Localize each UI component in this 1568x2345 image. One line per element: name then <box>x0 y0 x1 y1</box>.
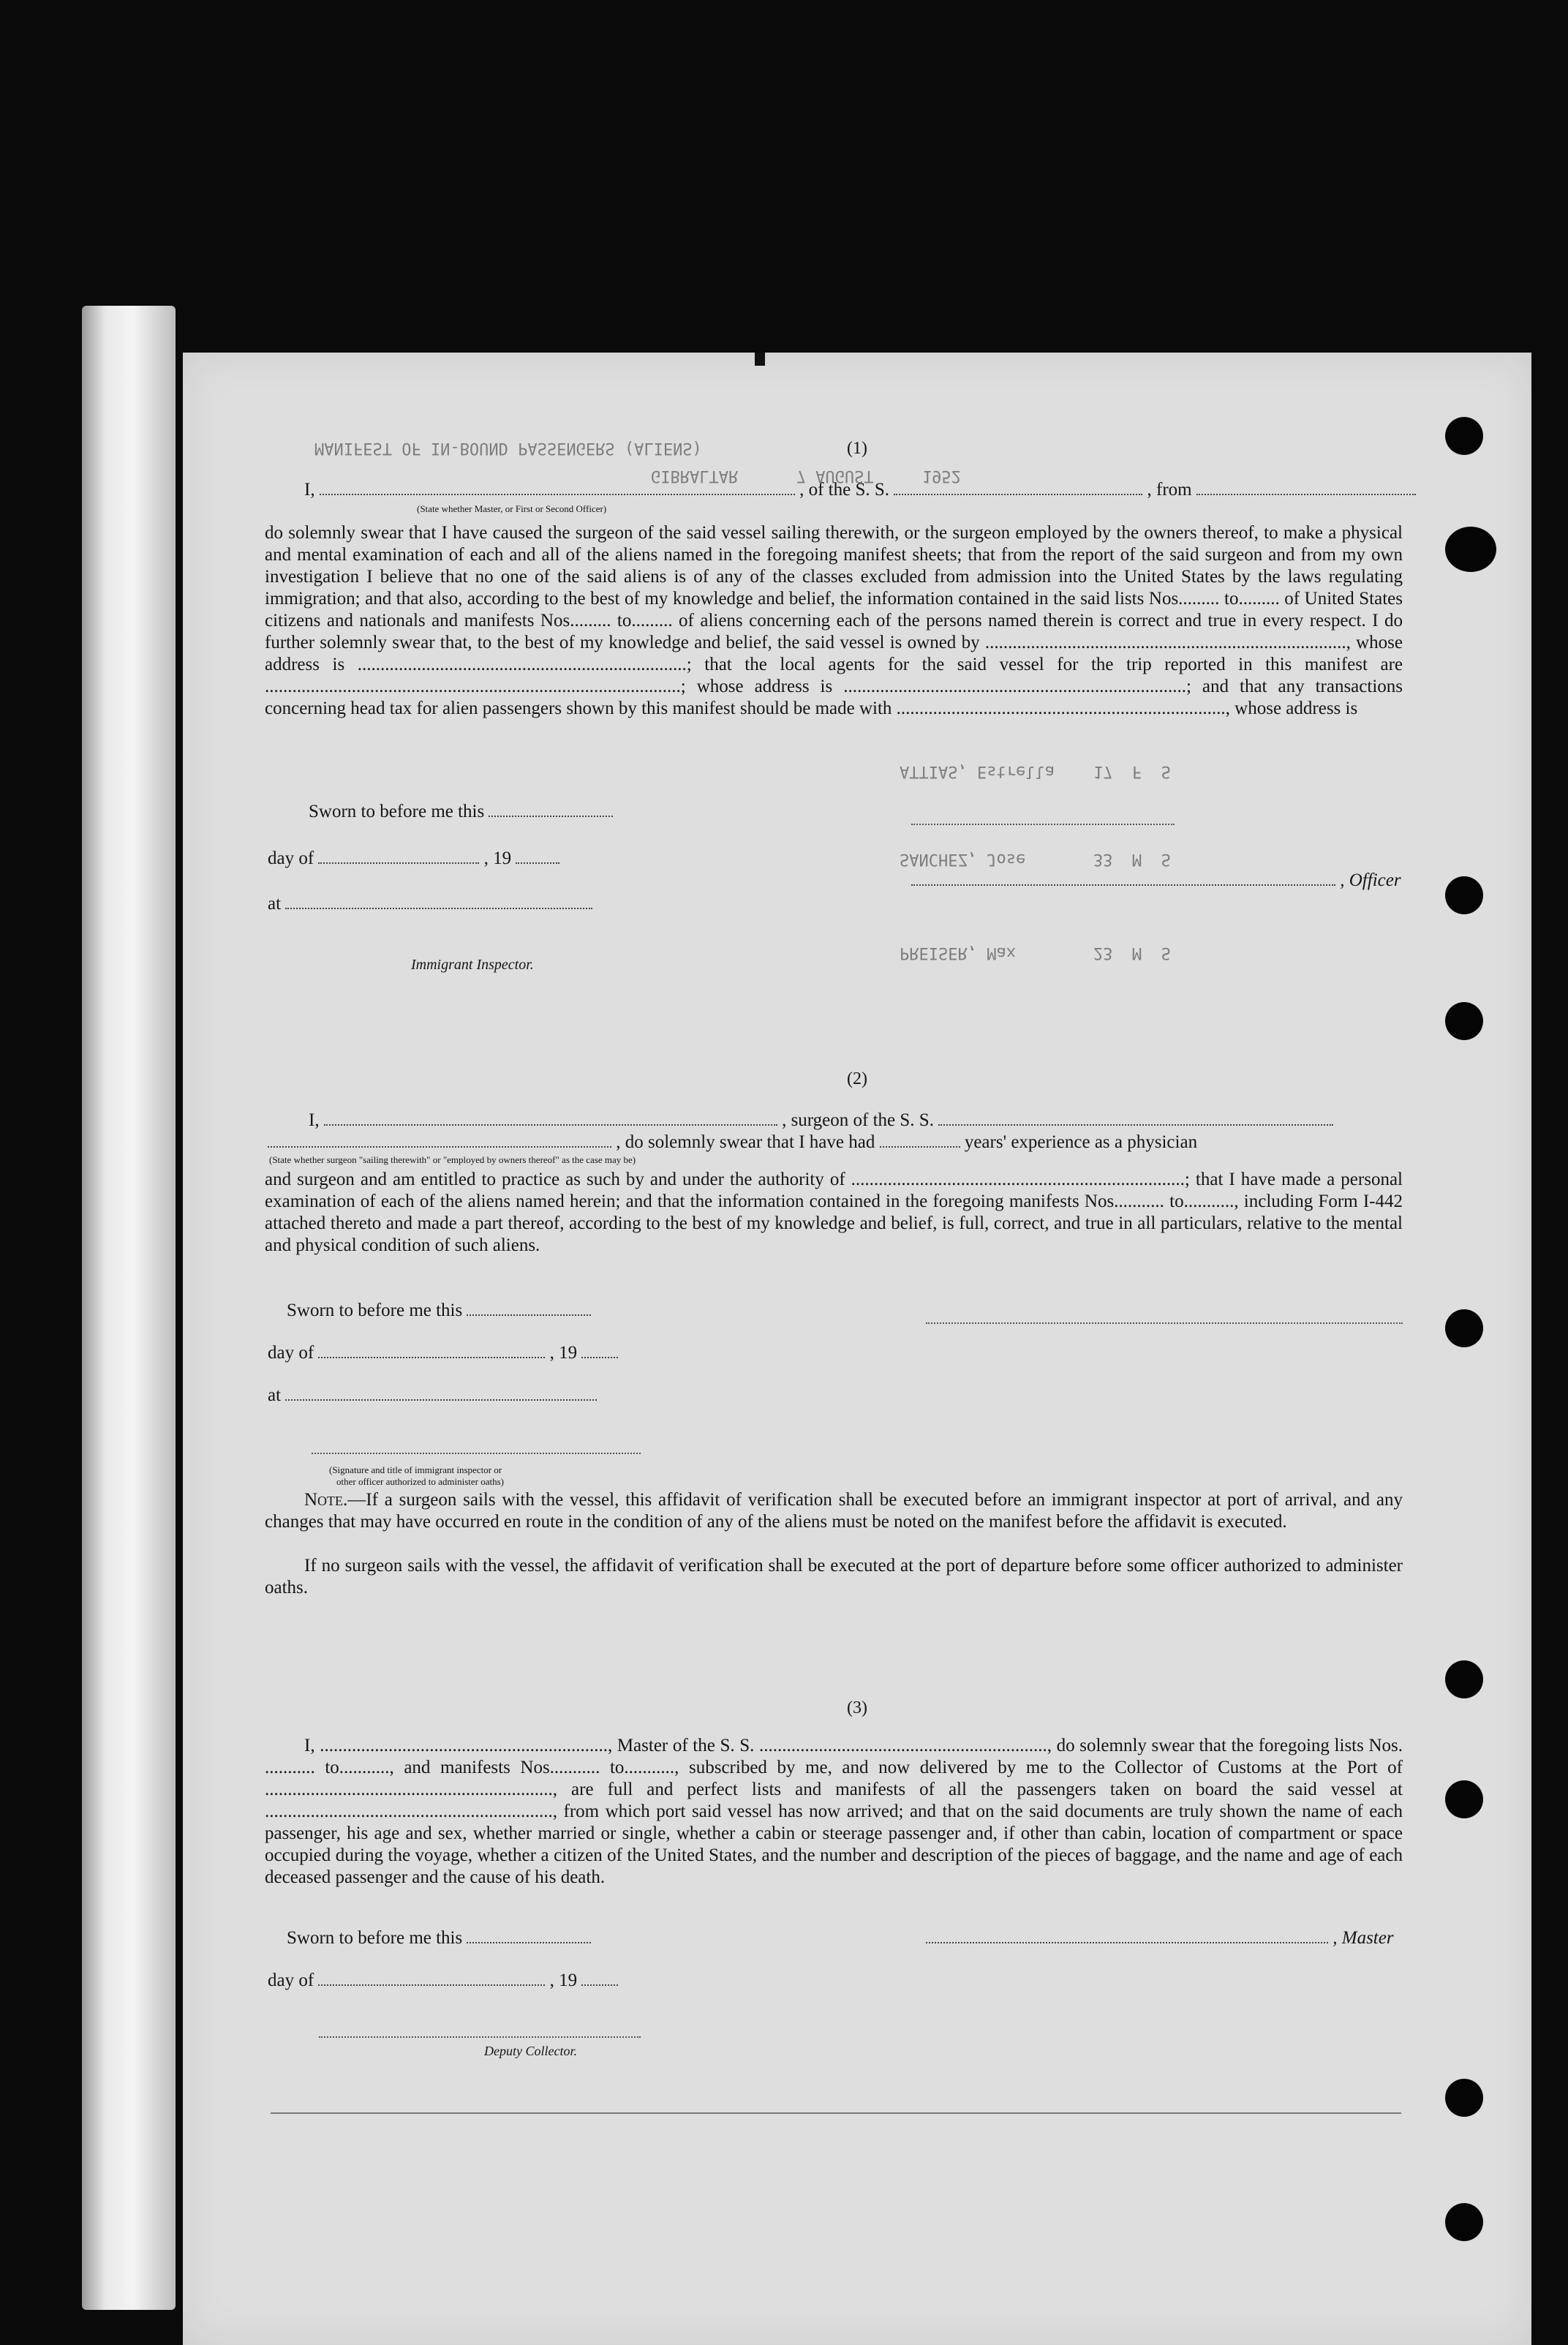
collector-signature-line <box>319 2036 641 2038</box>
section-2-sworn <box>287 1301 591 1321</box>
officer-name-blank <box>320 481 795 495</box>
section-3-day-of <box>268 1971 618 1991</box>
section-2-caption: (State whether surgeon "sailing therewith" or "employed by owners thereof" as the case may be) <box>269 1154 636 1165</box>
manifest-page <box>183 353 1531 2345</box>
sworn-label: Sworn to before me this <box>287 1301 463 1320</box>
sworn-date-blank <box>467 1301 591 1316</box>
master-signature-blank <box>926 1929 1328 1943</box>
section-1-day-of <box>268 848 559 869</box>
note-text: —If a surgeon sails with the vessel, this affidavit of verification shall be executed before an immigrant inspector at port of arrival, and any changes that may have occurred en route in the condition of any of the aliens must be noted on the manifest before the affidavit is executed. <box>265 1490 1403 1532</box>
signature-caption-1: (Signature and title of immigrant inspector or <box>329 1464 502 1475</box>
section-1-number: (1) <box>847 439 867 458</box>
section-2-note-2: If no surgeon sails with the vessel, the affidavit of verification shall be executed at the port of departure before some officer authorized to administer oaths. <box>265 1556 1403 1597</box>
section-3-master <box>926 1928 1394 1949</box>
sworn-date-blank <box>489 802 613 817</box>
inspector-signature-line <box>312 1453 641 1454</box>
at-label: at <box>268 1385 282 1405</box>
scan-mark <box>755 353 765 366</box>
section-2-oath-body: and surgeon and am entitled to practice as such by and under the authority of .........................................................................; that I have made a personal examination of each of the aliens named herein; and that the information contained in the foregoing manifests Nos........... to..........., including Form I-442 attached thereto and made a part thereof, according to the best of my knowledge and belief, is full, correct, and true in all particulars, relative to the mental and physical condition of such aliens. <box>265 1170 1403 1255</box>
surgeon-of-ss-label: , surgeon of the S. S. <box>782 1110 934 1130</box>
section-1-oath-body: do solemnly swear that I have caused the surgeon of the said vessel sailing therewith, or the surgeon employed by the owners thereof, to make a physical and mental examination of each and all of the aliens named in the foregoing manifest sheets; that from the report of the said surgeon and from my own investigation I believe that no one of the said aliens is of any of the classes excluded from admission into the United States by the laws regulating immigration; and that also, according to the best of my knowledge and belief, the information contained in the said lists Nos......... to......... of United States citizens and nationals and manifests Nos......... to......... of aliens concerning each of the persons named therein is correct and true in every respect. I do further solemnly swear that, to the best of my knowledge and belief, the said vessel is owned by ..............................................................................., whose address is ........................................................................; that the local agents for the said vessel for the trip reported in this manifest are ...........................................................................................; whose address is ...........................................................................; and that any transactions concerning head tax for alien passengers shown by this manifest should be made with ........................................................................, whose address is <box>265 523 1403 718</box>
from-label: , from <box>1147 480 1192 500</box>
day-blank <box>318 1971 545 1986</box>
section-2-note <box>265 1489 1403 1533</box>
surgeon-status-blank <box>268 1133 611 1148</box>
swear-label: , do solemnly swear that I have had <box>616 1132 875 1152</box>
day-blank <box>318 849 479 864</box>
binder-tab <box>82 306 176 2310</box>
bleed-through-row: PREISER, Max 23 M S <box>900 944 1171 962</box>
note-label: Note. <box>304 1490 348 1510</box>
officer-label: , Officer <box>1340 870 1401 890</box>
years-blank <box>880 1133 960 1148</box>
punch-hole <box>1445 1780 1483 1818</box>
punch-hole <box>1445 876 1483 914</box>
day-blank <box>318 1344 545 1358</box>
sworn-label: Sworn to before me this <box>309 802 485 821</box>
punch-hole <box>1445 1660 1483 1698</box>
surgeon-name-blank <box>324 1111 777 1126</box>
sworn-label: Sworn to before me this <box>287 1928 463 1948</box>
at-label: at <box>268 894 282 914</box>
punch-hole <box>1445 527 1496 572</box>
year-blank <box>581 1344 618 1358</box>
bleed-through-row: GIBRALTAR 7 AUGUST 1952 <box>651 467 961 485</box>
lead-in-text: I, <box>304 480 315 500</box>
section-3-oath-body: I, ..............................................................., Master of the S. S. ..............................................................., do solemnly swear that the foregoing lists Nos. ........... to..........., and manifests Nos........... to..........., subscribed by me, and now delivered by me to the Collector of Customs at the Port of ..............................................................., are full and perfect lists and manifests of all the passengers taken on board the said vessel at ..............................................................., from which port said vessel has now arrived; and that on the said documents are truly shown the name of each passenger, his age and sex, whether married or single, whether a cabin or steerage passenger and, if other than cabin, location of compartment or space occupied during the voyage, whether a citizen of the United States, and the number and description of the pieces of baggage, and the name and age of each deceased passenger and the cause of his death. <box>265 1736 1403 1887</box>
master-label: , Master <box>1333 1928 1394 1948</box>
day-of-label: day of <box>268 1971 314 1990</box>
officer-signature-blank <box>911 871 1335 886</box>
sworn-date-blank <box>467 1929 591 1943</box>
section-2-at <box>268 1385 597 1406</box>
section-1-at <box>268 894 592 914</box>
punch-hole <box>1445 2079 1483 2117</box>
bleed-through-row: ATTIAS, Estrella 17 F S <box>900 762 1171 780</box>
section-1-lead <box>304 480 1416 500</box>
section-3-sworn <box>287 1928 591 1949</box>
deputy-collector-label: Deputy Collector. <box>484 2044 577 2058</box>
vessel-name-blank <box>938 1111 1333 1126</box>
year-blank <box>516 849 559 864</box>
year-blank <box>581 1971 618 1986</box>
place-blank <box>285 1386 597 1401</box>
of-ss-label: , of the S. S. <box>799 480 890 500</box>
from-port-blank <box>1196 481 1416 495</box>
year-label: , 19 <box>549 1971 578 1990</box>
year-label: , 19 <box>549 1343 578 1363</box>
signature-caption-2: other officer authorized to administer oaths) <box>336 1476 504 1487</box>
punch-hole <box>1445 1309 1483 1347</box>
section-2-day-of <box>268 1343 618 1363</box>
vessel-name-blank <box>894 481 1142 495</box>
bleed-through-row: SANCHEZ, Jose 33 M S <box>900 850 1171 868</box>
day-of-label: day of <box>268 1343 314 1363</box>
section-1-officer <box>911 870 1401 891</box>
section-1-sworn <box>309 802 613 822</box>
section-3-number: (3) <box>847 1698 867 1717</box>
years-label: years' experience as a physician <box>964 1132 1198 1152</box>
lead-in-text: I, <box>309 1110 320 1130</box>
bleed-through-header: MANIFEST OF IN-BOUND PASSENGERS (ALIENS) <box>314 439 702 457</box>
year-label: , 19 <box>483 848 512 868</box>
signature-line <box>911 824 1175 825</box>
punch-hole <box>1445 2203 1483 2241</box>
punch-hole <box>1445 1002 1483 1040</box>
section-2-line1 <box>309 1110 1333 1131</box>
bottom-rule <box>271 2112 1401 2114</box>
section-2-number: (2) <box>847 1069 867 1088</box>
signature-line <box>926 1322 1403 1324</box>
day-of-label: day of <box>268 848 314 868</box>
place-blank <box>285 895 592 909</box>
immigrant-inspector-label: Immigrant Inspector. <box>411 957 534 973</box>
section-2-line2 <box>268 1132 1197 1153</box>
section-1-caption: (State whether Master, or First or Second Officer) <box>417 503 607 514</box>
